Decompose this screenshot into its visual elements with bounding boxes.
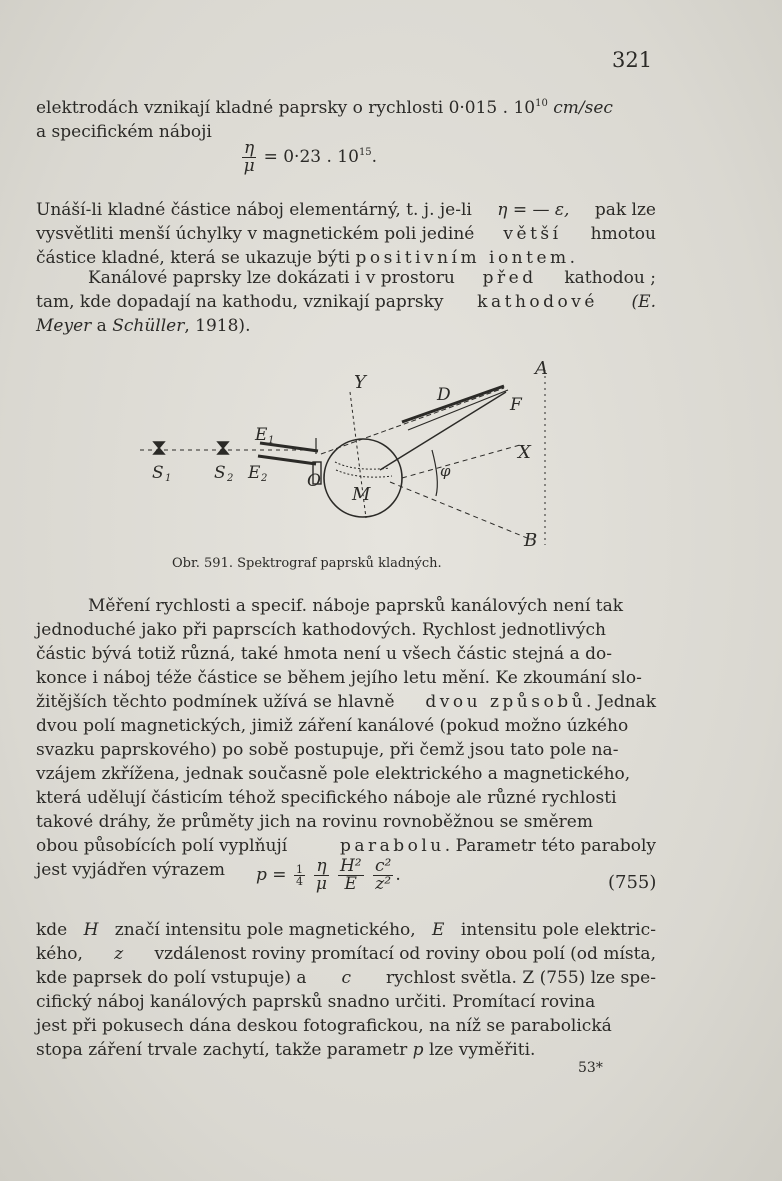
fraction-H-E — [338, 858, 364, 893]
spaced-text: před — [482, 268, 537, 288]
text-span: značí intensitu pole magnetického, — [114, 920, 416, 940]
text-span: která udělují částicím téhož specifického náboje ale různé rychlosti — [36, 788, 617, 808]
text-line — [36, 92, 656, 120]
text-line — [36, 966, 656, 990]
paragraph-5 — [36, 918, 656, 1062]
fraction-c-z — [373, 858, 393, 893]
text-span: kde — [36, 920, 68, 940]
fraction-eta-mu — [314, 858, 328, 893]
text-span: dvou polí magnetických, jimiž záření kanálové (pokud možno úzkého — [36, 716, 629, 736]
text-span: , 1918). — [184, 316, 251, 336]
denominator: E — [344, 874, 357, 894]
fraction-eta-mu — [242, 140, 256, 175]
formula-rhs: = 0·23 . 10 — [263, 147, 359, 167]
text-line — [36, 810, 656, 834]
spaced-text: positivním iontem — [355, 248, 570, 268]
text-line — [36, 666, 656, 690]
text-span: hmotou — [590, 224, 656, 244]
text-span: takové dráhy, že průměty jich na rovinu rovnoběžnou se směrem — [36, 812, 593, 832]
text-span: kého, — [36, 944, 83, 964]
text-span: . — [569, 248, 576, 268]
text-span: pak lze — [594, 200, 656, 220]
text-line — [36, 738, 656, 762]
text-line — [36, 1038, 656, 1062]
text-line — [36, 266, 656, 290]
spaced-text: parabolu — [339, 836, 445, 856]
numerator: c² — [374, 856, 392, 876]
magnet-circle — [324, 439, 402, 517]
label-E1: E — [255, 425, 268, 445]
denominator: μ — [243, 156, 255, 176]
text-line — [36, 942, 656, 966]
text-span: jest při pokusech dána deskou fotografickou, na níž se parabolická — [36, 1016, 612, 1036]
label-E2-sub: 2 — [261, 473, 268, 484]
label-S2: S — [214, 463, 226, 483]
spaced-text: kathodové — [477, 292, 598, 312]
denominator: z² — [375, 874, 392, 894]
signature-mark: 53* — [578, 1060, 603, 1076]
text-span: vysvětliti menší úchylky v magnetickém poli jediné — [36, 224, 475, 244]
label-F: F — [510, 395, 522, 415]
figure-spectrograph — [140, 350, 570, 554]
text-span: Unáší-li kladné částice náboj elementárný, t. j. je-li — [36, 200, 472, 220]
text-line — [36, 918, 656, 942]
paragraph-3 — [36, 266, 656, 338]
page-number: 321 — [612, 48, 653, 72]
text-line — [36, 834, 656, 858]
formula-specific-charge — [240, 140, 377, 175]
text-line — [36, 1014, 656, 1038]
text-span: svazku paprskového) po sobě postupuje, při čemž jsou tato pole na- — [36, 740, 619, 760]
text-span: tam, kde dopadají na kathodu, vznikají paprsky — [36, 292, 444, 312]
text-line — [36, 714, 656, 738]
text-span: žitějších těchto podmínek užívá se hlavně — [36, 692, 395, 712]
text-line — [36, 290, 656, 314]
math-inline: c — [341, 968, 351, 988]
spaced-text: větší — [503, 224, 562, 244]
paragraph-4 — [36, 594, 656, 882]
label-S2-sub: 2 — [227, 473, 234, 484]
math-inline: p — [412, 1040, 424, 1060]
numerator: 1 — [295, 863, 303, 876]
numerator: H² — [339, 856, 362, 876]
denominator: 4 — [295, 875, 303, 888]
text-span: vzdálenost roviny promítací od roviny obou polí (od místa, — [154, 944, 656, 964]
label-O: O — [307, 471, 321, 491]
spectrograph-diagram — [140, 350, 570, 550]
text-line — [36, 786, 656, 810]
figure-caption: Obr. 591. Spektrograf paprsků kladných. — [172, 556, 442, 571]
exponent: 15 — [358, 147, 372, 158]
equation-number: (755) — [608, 872, 657, 893]
spaced-text: dvou způsobů — [425, 692, 587, 712]
text-line — [36, 990, 656, 1014]
citation: (E. — [631, 292, 656, 312]
formula-end: . — [395, 865, 401, 885]
label-E1-sub: 1 — [268, 435, 275, 446]
denominator: μ — [315, 874, 327, 894]
numerator: η — [316, 856, 327, 876]
exponent: 10 — [535, 98, 548, 109]
fraction-quarter — [294, 864, 305, 887]
label-D: D — [437, 385, 451, 405]
text-span: kathodou ; — [564, 268, 656, 288]
text-line — [36, 198, 656, 222]
text-span: . Jednak — [586, 692, 656, 712]
math-inline: E — [432, 920, 445, 940]
formula-parabola-parameter — [256, 858, 401, 893]
text-span: jednoduché jako při paprscích kathodových. Rychlost jednotlivých — [36, 620, 606, 640]
text-line — [36, 762, 656, 786]
text-span: . Parametr této paraboly — [444, 836, 656, 856]
text-span: Kanálové paprsky lze dokázati i v prostoru — [88, 268, 455, 288]
text-span: obou působících polí vyplňují — [36, 836, 288, 856]
text-span: intensitu pole elektric- — [460, 920, 656, 940]
author-name: Meyer — [36, 316, 92, 336]
author-name: Schüller — [112, 316, 185, 336]
text-span: lze vyměřiti. — [428, 1040, 536, 1060]
text-span: vzájem zkřížena, jednak současně pole elektrického a magnetického, — [36, 764, 631, 784]
text-line: a specifickém náboji — [36, 122, 212, 142]
text-span: rychlost světla. Z (755) lze spe- — [385, 968, 656, 988]
label-E2: E — [248, 463, 261, 483]
text-line — [36, 642, 656, 666]
text-span: kde paprsek do polí vstupuje) a — [36, 968, 307, 988]
text-span: cifický náboj kanálových paprsků snadno určiti. Promítací rovina — [36, 992, 596, 1012]
text-span: konce i náboj téže částice se během jejího letu mění. Ke zkoumání slo- — [36, 668, 642, 688]
text-span: elektrodách vznikají kladné paprsky o rychlosti 0·015 . 10 — [36, 98, 536, 118]
formula-end: . — [371, 147, 378, 167]
label-A: A — [535, 358, 548, 379]
formula-lhs: p = — [256, 865, 287, 885]
text-line — [36, 594, 656, 618]
text-span: Měření rychlosti a specif. náboje paprsků kanálových není tak — [88, 596, 624, 616]
math-inline: z — [114, 944, 124, 964]
text-line: jest vyjádřen výrazem — [36, 860, 225, 880]
label-M: M — [352, 484, 371, 505]
text-line — [36, 222, 656, 246]
text-span: a — [96, 316, 107, 336]
label-phi: φ — [440, 462, 451, 480]
label-Y: Y — [354, 372, 366, 393]
label-B: B — [524, 530, 538, 550]
text-line — [36, 690, 656, 714]
math-inline: H — [83, 920, 99, 940]
text-line — [36, 314, 656, 338]
numerator: η — [244, 138, 255, 158]
label-S1-sub: 1 — [165, 473, 172, 484]
text-span: částice kladné, která se ukazuje býti — [36, 248, 351, 268]
paragraph-2 — [36, 198, 656, 270]
label-X: X — [518, 442, 531, 463]
text-span: stopa záření trvale zachytí, takže parametr — [36, 1040, 408, 1060]
unit: cm/sec — [553, 98, 613, 118]
label-S1: S — [152, 463, 164, 483]
text-span: částic bývá totiž různá, také hmota není u všech částic stejná a do- — [36, 644, 612, 664]
math-inline: η = — ε, — [497, 200, 570, 220]
text-line — [36, 618, 656, 642]
paragraph-1 — [36, 92, 656, 144]
